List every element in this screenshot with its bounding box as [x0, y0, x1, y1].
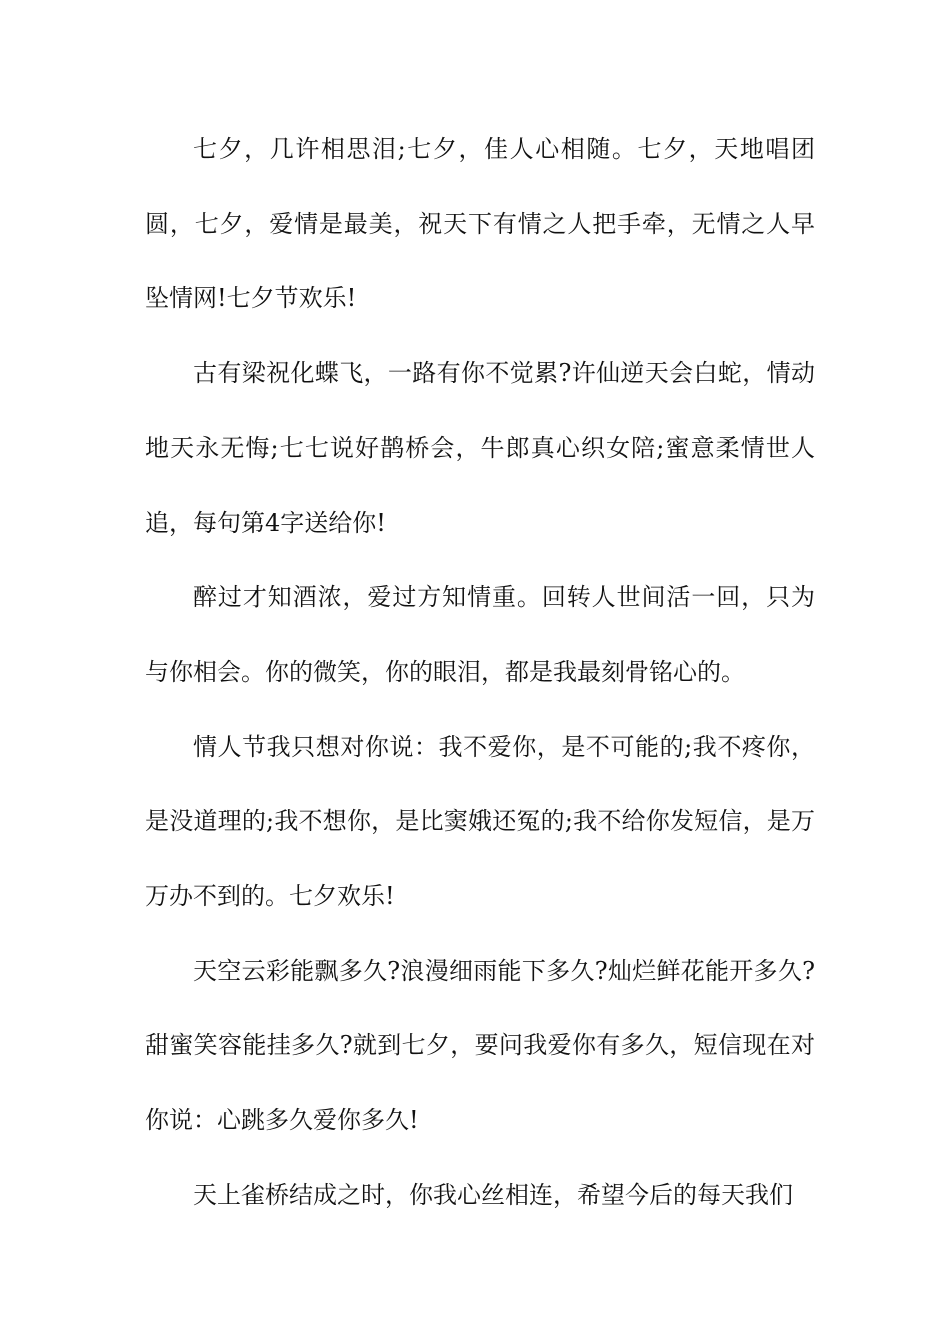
paragraph-5: 天空云彩能飘多久?浪漫细雨能下多久?灿烂鲜花能开多久?甜蜜笑容能挂多久?就到七夕，要问我爱你有多久，短信现在对你说：心跳多久爱你多久! — [145, 956, 815, 1135]
paragraph-2: 古有梁祝化蝶飞，一路有你不觉累?许仙逆天会白蛇，情动地天永无悔;七七说好鹊桥会，牛郎真心织女陪;蜜意柔情世人追，每句第4字送给你! — [145, 359, 815, 537]
paragraph-1: 七夕，几许相思泪;七夕，佳人心相随。七夕，天地唱团圆，七夕，爱情是最美，祝天下有情之人把手牵，无情之人早坠情网!七夕节欢乐! — [145, 135, 815, 313]
paragraph-4: 情人节我只想对你说：我不爱你，是不可能的;我不疼你，是没道理的;我不想你，是比窦娥还冤的;我不给你发短信，是万万办不到的。七夕欢乐! — [145, 732, 815, 911]
document-body — [145, 112, 815, 1233]
paragraph-6: 天上雀桥结成之时，你我心丝相连，希望今后的每天我们 — [193, 1180, 793, 1209]
paragraph-3: 醉过才知酒浓，爱过方知情重。回转人世间活一回，只为与你相会。你的微笑，你的眼泪，都是我最刻骨铭心的。 — [145, 583, 815, 686]
